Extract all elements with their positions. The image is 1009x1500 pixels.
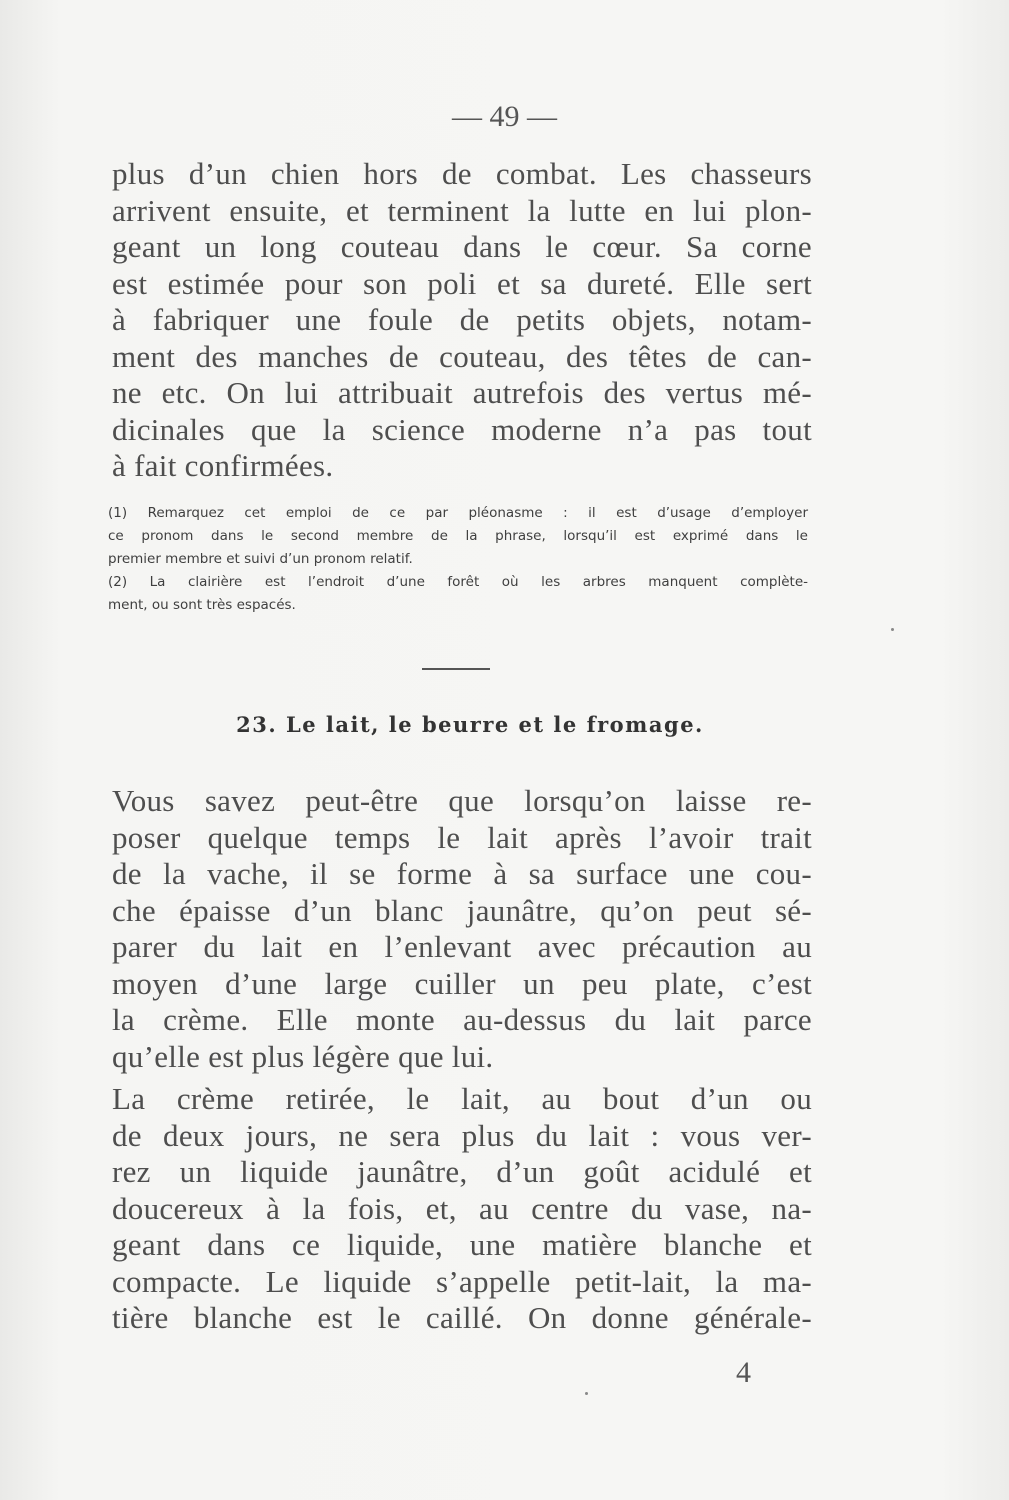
page-number: — 49 —	[452, 100, 557, 133]
text-line: ne etc. On lui attribuait autrefois des vertus mé-	[112, 375, 812, 410]
text-line: poser quelque temps le lait après l’avoir trait	[112, 819, 812, 855]
signature-mark: 4	[736, 1356, 751, 1389]
section-title: 23. Le lait, le beurre et le fromage.	[236, 712, 704, 737]
text-line: geant un long couteau dans le cœur. Sa corne	[112, 229, 812, 264]
text-line: dicinales que la science moderne n’a pas tout	[112, 411, 812, 447]
text-line: de la vache, il se forme à sa surface une cou-	[112, 856, 812, 891]
text-line: compacte. Le liquide s’appelle petit-lait, la ma-	[112, 1263, 812, 1299]
footnote-line: premier membre et suivi d’un pronom relatif.	[108, 551, 413, 567]
text-line: moyen d’une large cuiller un peu plate, c’est	[112, 965, 812, 1001]
text-line: doucereux à la fois, et, au centre du vase, na-	[112, 1190, 812, 1226]
paragraph-rhinoceros-end	[112, 156, 812, 485]
paper-speck	[891, 628, 894, 631]
footnote-line: ce pronom dans le second membre de la phrase, lorsqu’il est exprimé dans le	[108, 528, 808, 544]
text-line: plus d’un chien hors de combat. Les chasseurs	[112, 156, 812, 191]
footnote-line: (1) Remarquez cet emploi de ce par pléonasme : il est d’usage d’employer	[108, 505, 808, 521]
text-line: tière blanche est le caillé. On donne générale-	[112, 1300, 812, 1335]
text-line: Vous savez peut-être que lorsqu’on laisse re-	[112, 783, 812, 818]
paper-speck	[585, 1392, 588, 1395]
footnote-line: ment, ou sont très espacés.	[108, 597, 296, 613]
text-line: de deux jours, ne sera plus du lait : vous ver-	[112, 1117, 812, 1153]
text-line: arrivent ensuite, et terminent la lutte en lui plon-	[112, 192, 812, 228]
text-line: la crème. Elle monte au-dessus du lait parce	[112, 1002, 812, 1037]
text-line: à fait confirmées.	[112, 448, 334, 483]
text-line: rez un liquide jaunâtre, d’un goût acidulé et	[112, 1154, 812, 1189]
text-line: qu’elle est plus légère que lui.	[112, 1038, 494, 1074]
paragraph-petit-lait	[112, 1081, 812, 1337]
paragraph-creme	[112, 783, 812, 1075]
footnotes	[108, 502, 808, 617]
text-line: à fabriquer une foule de petits objets, notam-	[112, 302, 812, 337]
text-line: parer du lait en l’enlevant avec précaution au	[112, 929, 812, 964]
text-line: La crème retirée, le lait, au bout d’un ou	[112, 1081, 812, 1116]
text-line: ment des manches de couteau, des têtes de can-	[112, 338, 812, 374]
footnote-line: (2) La clairière est l’endroit d’une forêt où les arbres manquent complète-	[108, 574, 808, 590]
text-line: geant dans ce liquide, une matière blanche et	[112, 1227, 812, 1262]
section-divider	[422, 668, 490, 670]
text-line: est estimée pour son poli et sa dureté. Elle sert	[112, 265, 812, 301]
text-line: che épaisse d’un blanc jaunâtre, qu’on peut sé-	[112, 892, 812, 928]
